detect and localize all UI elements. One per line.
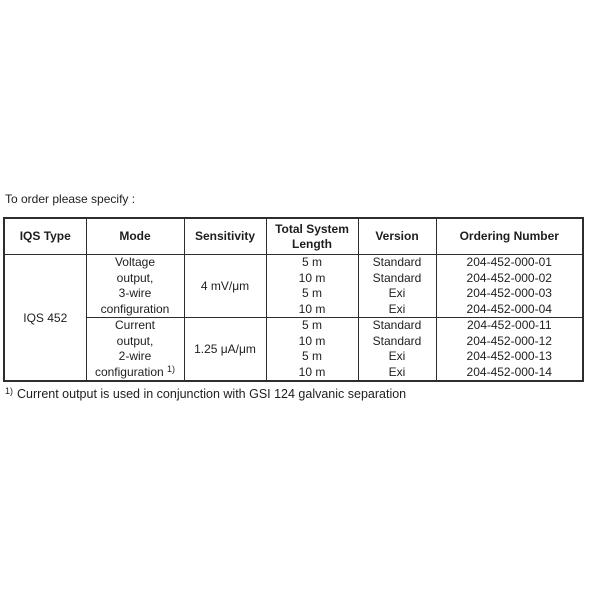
mode-line: Voltage <box>114 255 156 269</box>
cell-ordering-numbers-current <box>436 318 583 382</box>
ordering-number-value: 204-452-000-14 <box>466 364 552 379</box>
mode-line: Current <box>114 318 155 332</box>
cell-sensitivity-voltage: 4 mV/μm <box>184 255 266 318</box>
cell-iqs-type: IQS 452 <box>4 255 86 382</box>
cell-ordering-numbers-voltage <box>436 255 583 318</box>
mode-line-with-footnote <box>87 365 184 381</box>
version-value: Exi <box>388 364 406 379</box>
version-value: Standard <box>372 333 422 348</box>
version-value: Standard <box>372 255 422 269</box>
mode-line: configuration <box>94 364 164 379</box>
mode-line: 2-wire <box>118 349 152 363</box>
cell-mode-voltage <box>86 255 184 318</box>
ordering-number-value: 204-452-000-12 <box>466 333 552 348</box>
cell-lengths-current <box>266 318 358 382</box>
length-value: 10 m <box>298 270 326 285</box>
mode-line: output, <box>116 270 154 285</box>
mode-line: configuration <box>100 301 170 316</box>
header-cell-version: Version <box>358 218 436 255</box>
footnote-reference: 1) <box>167 363 176 374</box>
length-value: 5 m <box>301 318 322 332</box>
length-value: 10 m <box>298 333 326 348</box>
version-value: Standard <box>372 270 422 285</box>
cell-versions-current <box>358 318 436 382</box>
footnote-text: Current output is used in conjunction with GSI 124 galvanic separation <box>17 387 407 401</box>
intro-text: To order please specify : <box>5 192 136 206</box>
length-value: 5 m <box>301 286 322 300</box>
cell-sensitivity-current: 1.25 μA/μm <box>184 318 266 382</box>
header-row <box>4 218 583 255</box>
length-value: 10 m <box>298 301 326 316</box>
header-cell-sensitivity: Sensitivity <box>184 218 266 255</box>
ordering-number-value: 204-452-000-01 <box>466 255 552 269</box>
ordering-number-value: 204-452-000-13 <box>466 349 552 363</box>
version-value: Exi <box>388 301 406 316</box>
cell-lengths-voltage <box>266 255 358 318</box>
header-cell-iqs-type: IQS Type <box>4 218 86 255</box>
version-value: Exi <box>388 349 406 363</box>
version-value: Exi <box>388 286 406 300</box>
ordering-number-value: 204-452-000-04 <box>466 301 552 316</box>
ordering-number-value: 204-452-000-03 <box>466 286 552 300</box>
length-value: 10 m <box>298 364 326 379</box>
version-value: Standard <box>372 318 422 332</box>
cell-mode-current <box>86 318 184 382</box>
header-cell-ordering-number: Ordering Number <box>436 218 583 255</box>
cell-versions-voltage <box>358 255 436 318</box>
length-value: 5 m <box>301 255 322 269</box>
ordering-number-value: 204-452-000-11 <box>466 318 552 332</box>
length-value: 5 m <box>301 349 322 363</box>
header-cell-total-system-length: Total System Length <box>266 218 358 255</box>
table-row-voltage-group <box>4 255 583 318</box>
ordering-section <box>3 193 582 402</box>
ordering-table <box>3 217 584 382</box>
footnote <box>5 387 582 402</box>
table-row-current-group <box>4 318 583 382</box>
header-cell-mode: Mode <box>86 218 184 255</box>
ordering-number-value: 204-452-000-02 <box>466 270 552 285</box>
mode-line: output, <box>116 333 154 348</box>
mode-line: 3-wire <box>118 286 152 300</box>
footnote-marker: 1) <box>5 386 14 396</box>
